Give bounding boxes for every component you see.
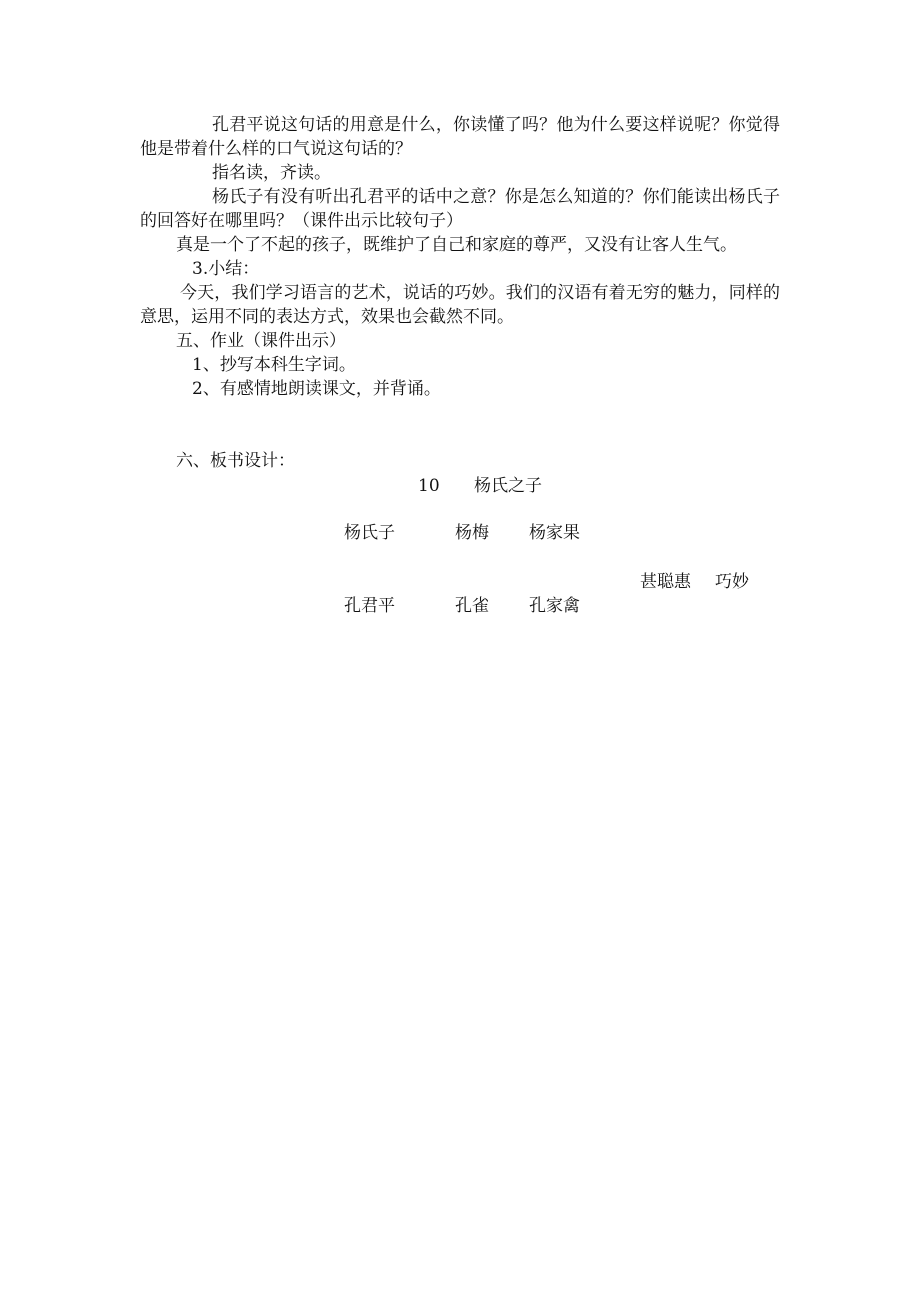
board-heading: 六、板书设计： (176, 451, 295, 471)
board-row2-item: 孔家禽 (529, 596, 580, 616)
board-lesson-number: 10 (418, 476, 440, 496)
paragraph-question: 孔君平说这句话的用意是什么，你读懂了吗？他为什么要这样说呢？你觉得他是带着什么样的口气说这句话的？ (140, 115, 780, 159)
board-row2-item: 孔君平 (344, 596, 395, 616)
board-row1-item: 杨家果 (529, 523, 580, 543)
paragraph-summary: 今天，我们学习语言的艺术，说话的巧妙。我们的汉语有着无穷的魅力，同样的意思，运用不同的表达方式，效果也会截然不同。 (140, 283, 780, 327)
board-row1-item: 杨梅 (455, 523, 489, 543)
summary-heading: 3.小结： (192, 259, 260, 279)
homework-item: 2、有感情地朗读课文，并背诵。 (192, 379, 441, 399)
homework-item: 1、抄写本科生字词。 (192, 355, 356, 375)
board-row2-item: 孔雀 (455, 596, 489, 616)
paragraph-praise: 真是一个了不起的孩子，既维护了自己和家庭的尊严，又没有让客人生气。 (176, 235, 737, 255)
board-row1-item: 杨氏子 (344, 523, 395, 543)
board-conclusion-item: 甚聪惠 (640, 572, 691, 592)
homework-heading: 五、作业（课件出示） (176, 331, 346, 351)
board-lesson-title: 杨氏之子 (474, 476, 542, 496)
board-conclusion-item: 巧妙 (715, 572, 749, 592)
paragraph-reading-note: 指名读，齐读。 (212, 163, 331, 183)
paragraph-analysis: 杨氏子有没有听出孔君平的话中之意？你是怎么知道的？你们能读出杨氏子的回答好在哪里吗？（课件出示比较句子） (140, 187, 780, 231)
